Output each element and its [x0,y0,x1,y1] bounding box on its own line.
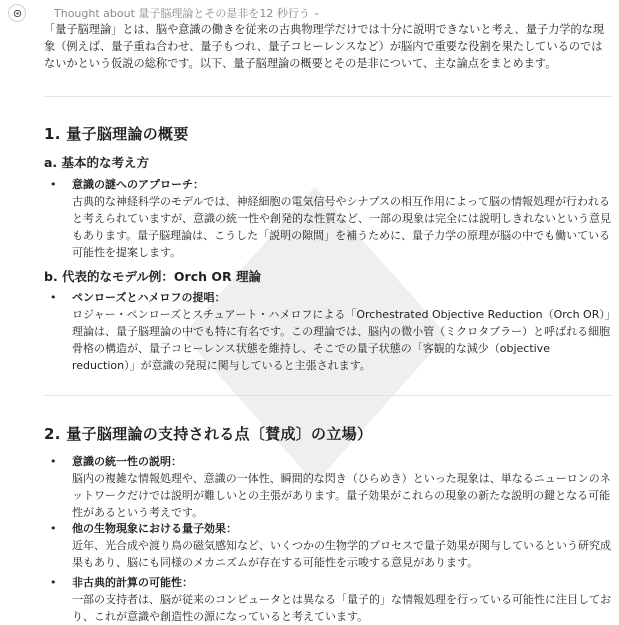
list-item-title: 意識の謎へのアプローチ： [72,178,204,191]
section-1b-heading: b. 代表的なモデル例：Orch OR 理論 [44,269,261,284]
intro-paragraph: 「量子脳理論」とは、脳や意識の働きを従来の古典物理学だけでは十分に説明できないと考え、量子力学的な現象（例えば、量子重ね合わせ、量子もつれ、量子コヒーレンスなど）が脳内で重要な役割を果たしているのではないかという仮説の総称です。以下、量子脳理論の概要とその是非について、主な論点をまとめます。 [44,23,605,70]
chevron-down-icon[interactable]: ⌄ [312,8,321,18]
section-2-heading: 2. 量子脳理論の支持される点〔賛成〕の立場） [44,425,373,443]
list-item [50,289,612,374]
list-item-body: 近年、光合成や渡り鳥の磁気感知など、いくつかの生物学的プロセスで量子効果が関与しているという研究成果もあり、脳にも同様のメカニズムが存在する可能性を示唆する意見があります。 [72,539,611,569]
list-item [50,176,612,261]
bullet-icon: • [50,291,57,304]
thought-header[interactable] [8,4,320,22]
list-item [50,520,612,571]
list-item-body: 一部の支持者は、脳が従来のコンピュータとは異なる「量子的」な情報処理を行っている可能性に注目しており、これが意識や創造性の源になっていると考えています。 [72,593,611,623]
bullet-icon: • [50,455,57,468]
message-content [44,21,611,623]
assistant-avatar [8,4,26,22]
bullet-icon: • [50,178,57,191]
list-item [50,574,612,625]
section-1a-heading: a. 基本的な考え方 [44,155,150,170]
list-item-title: 意識の統一性の説明： [72,455,182,468]
list-item-title: 他の生物現象における量子効果： [72,522,237,535]
bullet-icon: • [50,522,57,535]
divider [44,395,612,396]
openai-logo-icon [12,8,23,19]
list-item-title: ペンローズとハメロフの提唱： [72,291,226,304]
list-item-body: 脳内の複雑な情報処理や、意識の一体性、瞬間的な閃き（ひらめき）といった現象は、単なるニューロンのネットワークだけでは説明が難しいとの主張があります。量子効果がこれらの現象の新たな説明の鍵となる可能性があるという考えです。 [72,472,611,519]
list-item [50,453,612,521]
list-item-body: 古典的な神経科学のモデルでは、神経細胞の電気信号やシナプスの相互作用によって脳の情報処理が行われると考えられていますが、意識の統一性や創発的な性質など、一部の現象は完全には説明しきれないという意見もあります。量子脳理論は、こうした「説明の隙間」を補うために、量子力学の原理が脳の中でも働いている可能性を提案します。 [72,195,611,259]
bullet-icon: • [50,576,57,589]
thought-label[interactable]: Thought about 量子脳理論とその是非を12 秒行う [54,7,310,20]
list-item-title: 非古典的計算の可能性： [72,576,193,589]
section-1-heading: 1. 量子脳理論の概要 [44,125,189,143]
list-item-body: ロジャー・ペンローズとスチュアート・ハメロフによる「Orchestrated Objective Reduction（Orch OR）」理論は、量子脳理論の中でも特に有名です。この理論では、脳内の微小管（ミクロタブラー）と呼ばれる細胞骨格の構造が、量子コヒーレンス状態を維持し、そこでの量子状態の「客観的な減少（objective reduction）」が意識の発現に関与していると主張されます。 [72,308,611,372]
divider [44,96,612,97]
